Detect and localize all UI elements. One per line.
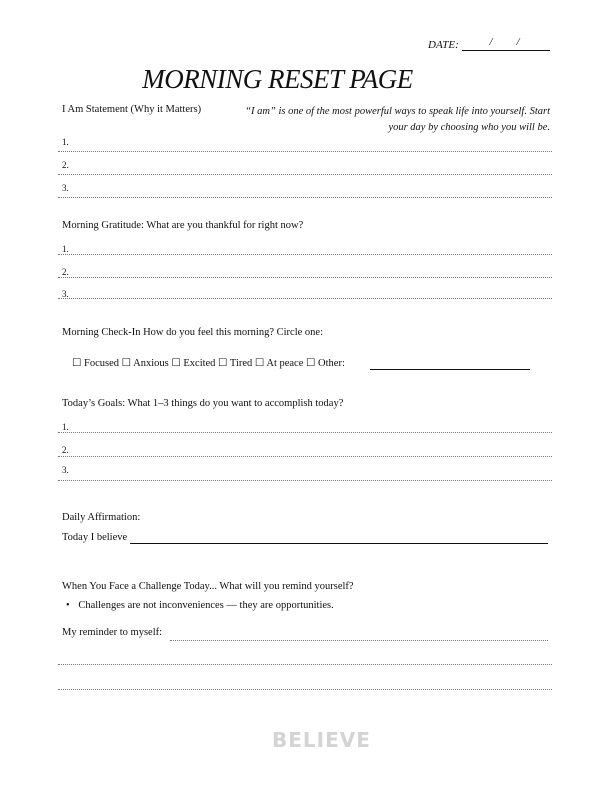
mood-options[interactable]: ☐ Focused ☐ Anxious ☐ Excited ☐ Tired ☐ At peace ☐ Other: xyxy=(72,358,345,369)
page-title: MORNING RESET PAGE xyxy=(142,64,413,94)
i-am-line-1[interactable] xyxy=(58,151,552,152)
i-am-quote-line-1: “I am” is one of the most powerful ways to speak life into yourself. Start xyxy=(245,106,550,117)
goals-label: Today’s Goals: What 1–3 things do you want to accomplish today? xyxy=(62,398,344,409)
affirmation-line[interactable] xyxy=(130,543,548,544)
goal-line-3[interactable] xyxy=(58,480,552,481)
goal-line-1[interactable] xyxy=(58,432,552,433)
i-am-line-2[interactable] xyxy=(58,174,552,175)
goal-item-2-number: 2. xyxy=(62,445,69,455)
challenge-bullet xyxy=(66,600,334,611)
i-am-quote-line-2: your day by choosing who you will be. xyxy=(388,122,550,133)
date-field[interactable] xyxy=(428,38,550,51)
reminder-label: My reminder to myself: xyxy=(62,627,163,638)
reminder-line-3[interactable] xyxy=(58,689,552,690)
gratitude-item-2-number: 2. xyxy=(62,267,69,277)
i-am-item-2-number: 2. xyxy=(62,160,69,170)
i-am-quote xyxy=(230,104,550,136)
gratitude-item-3-number: 3. xyxy=(62,289,69,299)
gratitude-line-2[interactable] xyxy=(58,277,552,278)
gratitude-item-1-number: 1. xyxy=(62,244,69,254)
date-slash-1: / xyxy=(489,36,493,48)
date-slash-2: / xyxy=(516,36,520,48)
gratitude-line-3[interactable] xyxy=(58,298,552,299)
reminder-line-1[interactable] xyxy=(170,640,548,641)
bullet-icon: • xyxy=(66,600,70,611)
date-label: DATE: xyxy=(428,39,459,51)
checkin-label: Morning Check-In How do you feel this morning? Circle one: xyxy=(62,327,323,338)
i-am-line-3[interactable] xyxy=(58,197,552,198)
date-input-line[interactable] xyxy=(462,38,550,51)
goal-item-3-number: 3. xyxy=(62,465,69,475)
goal-item-1-number: 1. xyxy=(62,422,69,432)
challenge-label: When You Face a Challenge Today... What will you remind yourself? xyxy=(62,581,354,592)
affirmation-label: Daily Affirmation: xyxy=(62,512,141,523)
believe-logo: BELIEVE xyxy=(272,728,371,752)
mood-other-line[interactable] xyxy=(370,369,530,370)
affirmation-prompt: Today I believe xyxy=(62,532,128,543)
i-am-label: I Am Statement (Why it Matters) xyxy=(62,104,202,115)
reminder-line-2[interactable] xyxy=(58,664,552,665)
i-am-item-3-number: 3. xyxy=(62,183,69,193)
gratitude-label: Morning Gratitude: What are you thankful for right now? xyxy=(62,220,304,231)
i-am-item-1-number: 1. xyxy=(62,137,69,147)
challenge-bullet-text: Challenges are not inconveniences — they are opportunities. xyxy=(78,600,334,611)
goal-line-2[interactable] xyxy=(58,456,552,457)
gratitude-line-1[interactable] xyxy=(58,254,552,255)
